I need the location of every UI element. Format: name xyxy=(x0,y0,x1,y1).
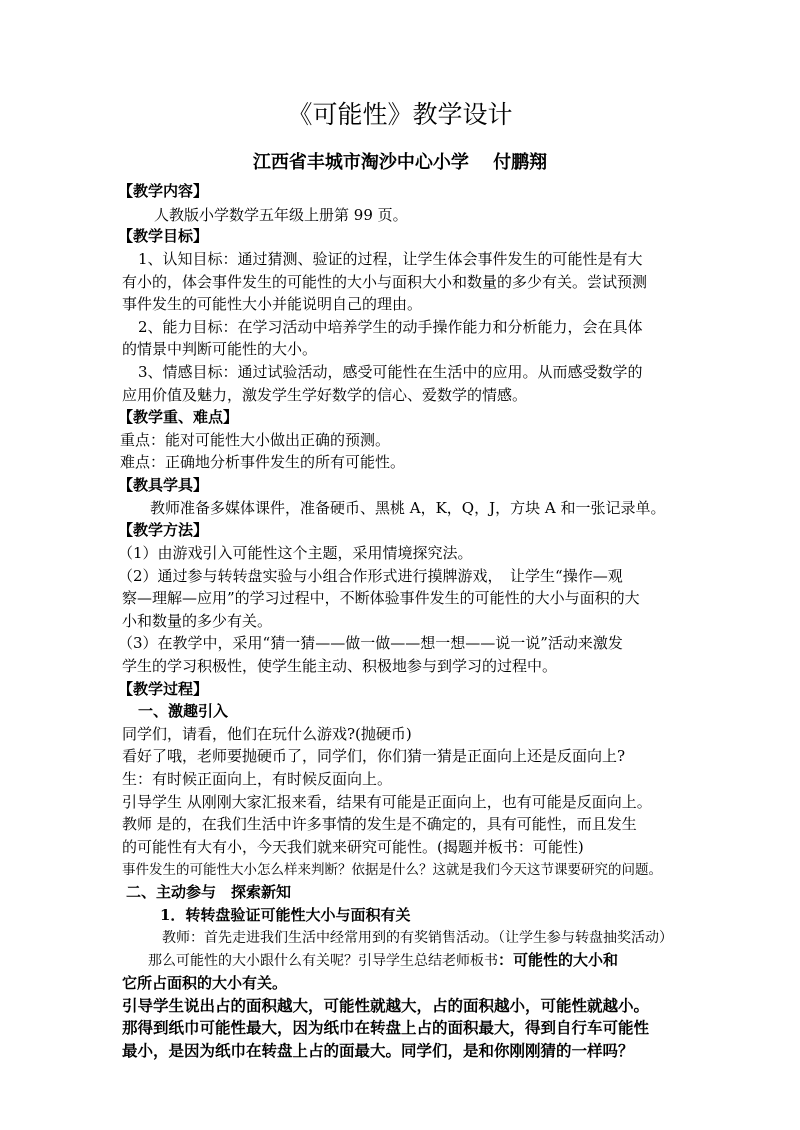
paragraph-8-line-2: 它所占面积的大小有关。 xyxy=(122,974,288,992)
goal-1-line-3: 事件发生的可能性大小并能说明自己的理由。 xyxy=(122,295,423,313)
difficulty: 难点：正确地分析事件发生的所有可能性。 xyxy=(120,453,406,471)
paragraph-1: 同学们，请看，他们在玩什么游戏?(抛硬币) xyxy=(122,725,412,743)
section-header-process: 【教学过程】 xyxy=(118,680,209,698)
goal-3-line-2: 应用价值及魅力，激发学生学好数学的信心、爱数学的情感。 xyxy=(122,386,528,404)
paragraph-3: 生：有时候正面向上，有时候反面向上。 xyxy=(122,770,393,788)
paragraph-10-line-2: 最小，是因为纸巾在转盘上占的面最大。同学们，是和你刚刚猜的一样吗？ xyxy=(122,1041,634,1060)
paragraph-6: 事件发生的可能性大小怎么样来判断？依据是什么？这就是我们今天这节课要研究的问题。 xyxy=(122,862,662,878)
paragraph-10-line-1: 那得到纸巾可能性最大，因为纸巾在转盘上占的面积最大，得到自行车可能性 xyxy=(122,1018,650,1037)
section-header-goals: 【教学目标】 xyxy=(118,227,209,245)
goal-1-line-2: 有小的，体会事件发生的可能性的大小与面积大小和数量的多少有关。尝试预测 xyxy=(122,273,648,291)
step-2-subheader: 1．转转盘验证可能性大小与面积有关 xyxy=(160,906,411,924)
step-1-header: 一、激趣引入 xyxy=(138,702,229,720)
section-header-tools: 【教具学具】 xyxy=(118,476,209,494)
goal-2-line-2: 的情景中判断可能性的大小。 xyxy=(122,340,318,358)
method-3-line-2: 学生的学习积极性，使学生能主动、积极地参与到学习的过程中。 xyxy=(122,657,558,675)
goal-2-line-1: 2、能力目标：在学习活动中培养学生的动手操作能力和分析能力，会在具体 xyxy=(138,318,643,336)
step-2-header: 二、主动参与 探索新知 xyxy=(126,883,292,901)
method-2-line-3: 小和数量的多少有关。 xyxy=(122,612,273,630)
paragraph-7: 教师：首先走进我们生活中经常用到的有奖销售活动。（让学生参与转盘抽奖活动） xyxy=(162,930,673,946)
section-header-methods: 【教学方法】 xyxy=(118,521,209,539)
paragraph-8-line-1 xyxy=(148,950,618,971)
paragraph-8-plain: 那么可能性的大小跟什么有关呢？引导学生总结老师板书 xyxy=(148,953,498,969)
content-text: 人教版小学数学五年级上册第 99 页。 xyxy=(154,206,408,224)
tools-text: 教师准备多媒体课件，准备硬币、黑桃 A，K，Q，J，方块 A 和一张记录单。 xyxy=(150,499,666,517)
author-line: 江西省丰城市淘沙中心小学 付鹏翔 xyxy=(252,152,548,173)
section-header-content: 【教学内容】 xyxy=(118,182,209,200)
method-2-line-2: 察—理解—应用”的学习过程中，不断体验事件发生的可能性的大小与面积的大 xyxy=(122,589,640,607)
paragraph-5-line-1: 教师 是的，在我们生活中许多事情的发生是不确定的，具有可能性，而且发生 xyxy=(122,815,637,833)
method-3-line-1: （3）在教学中，采用“猜一猜——做一做——想一想——说一说”活动来激发 xyxy=(118,634,623,652)
section-header-keys: 【教学重、难点】 xyxy=(118,408,239,426)
paragraph-5-line-2: 的可能性有大有小，今天我们就来研究可能性。(揭题并板书：可能性) xyxy=(122,838,584,856)
method-2-line-1: （2）通过参与转转盘实验与小组合作形式进行摸牌游戏， 让学生“操作—观 xyxy=(118,567,623,585)
goal-1-line-1: 1、认知目标：通过猜测、验证的过程，让学生体会事件发生的可能性是有大 xyxy=(138,250,643,268)
key-point: 重点：能对可能性大小做出正确的预测。 xyxy=(120,431,391,449)
page-title: 《可能性》教学设计 xyxy=(287,100,513,129)
paragraph-2: 看好了哦，老师要抛硬币了，同学们，你们猜一猜是正面向上还是反面向上? xyxy=(122,747,626,765)
paragraph-9: 引导学生说出占的面积越大，可能性就越大，占的面积越小，可能性就越小。 xyxy=(122,996,650,1015)
goal-3-line-1: 3、情感目标：通过试验活动，感受可能性在生活中的应用。从而感受数学的 xyxy=(138,363,643,381)
method-1: （1）由游戏引入可能性这个主题，采用情境探究法。 xyxy=(118,544,473,562)
paragraph-8-bold: ：可能性的大小和 xyxy=(498,951,619,969)
paragraph-4: 引导学生 从刚刚大家汇报来看，结果有可能是正面向上，也有可能是反面向上。 xyxy=(122,793,652,811)
